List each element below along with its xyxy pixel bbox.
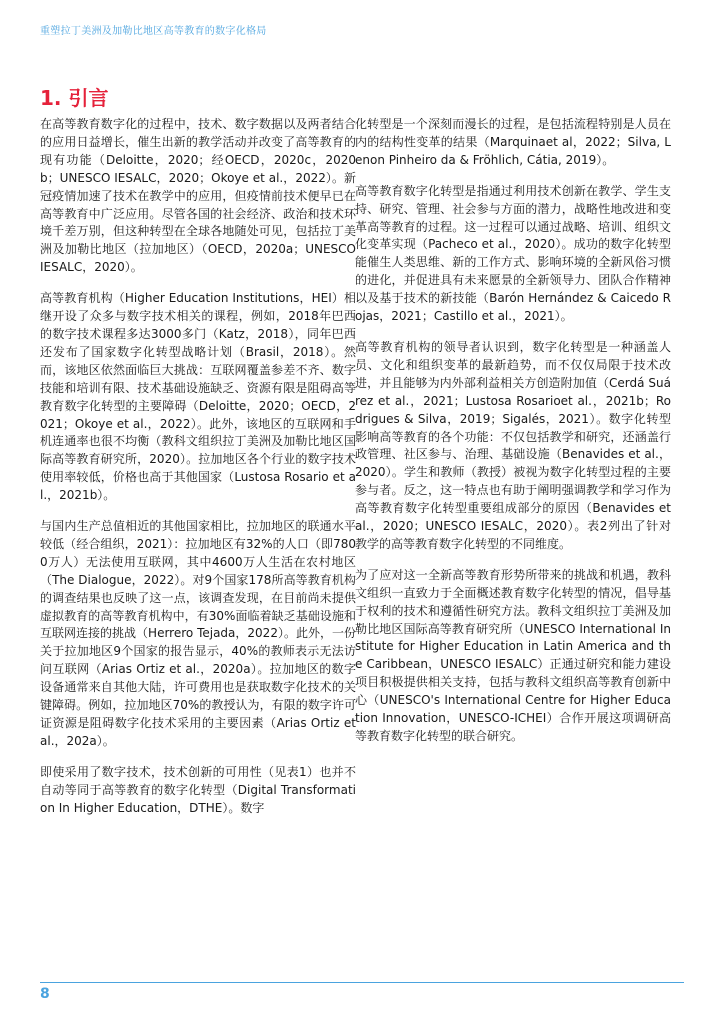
section-title: 1. 引言	[40, 86, 109, 110]
body-paragraph: 高等教育机构（Higher Education Institutions，HEI）相继开设了众多与数字技术相关的课程，例如，2018年巴西的数字技术课程多达3000多门（Katz，2018），同年巴西还发布了国家数字化转型战略计划（Brasil，2018）。然而，该地区依然面临巨大挑战：互联网覆盖参差不齐、数字技能和培训有限、技术基础设施缺乏、资源有限是阻碍高等教育数字化转型的主要障碍（Deloitte，2020；OECD，2021；Okoye et al.，2022）。此外，该地区的互联网和手机连通率也很不均衡（教科文组织拉丁美洲及加勒比地区国际高等教育研究所，2020）。拉加地区各个行业的数字技术使用率较低，价格也高于其他国家（Lustosa Rosario et al.，2021b）。	[40, 291, 356, 503]
body-paragraph: 化转型是一个深刻而漫长的过程，是包括流程特别是人员在内的结构性变革的结果（Marquinaet al，2022；Silva, Lenon Pinheiro da & Fröhlich, Cátia, 2019）。	[355, 117, 671, 167]
left-column	[40, 116, 356, 831]
page-number: 8	[40, 986, 50, 1002]
body-paragraph: 与国内生产总值相近的其他国家相比，拉加地区的联通水平较低（经合组织，2021）：拉加地区有32%的人口（即7800万人）无法使用互联网，其中4600万人生活在农村地区（The Dialogue，2022）。对9个国家178所高等教育机构的调查结果也反映了这一点，该调查发现，在目前尚未提供虚拟教育的高等教育机构中，有30%面临着缺乏基础设施和互联网连接的挑战（Herrero Tejada，2022）。此外，一份关于拉加地区9个国家的报告显示，40%的教师表示无法访问互联网（Arias Ortiz et al.，2020a）。拉加地区的数字设备通常来自其他大陆，许可费用也是获取数字化技术的关键障碍。例如，拉加地区70%的教授认为，有限的数字许可证资源是阻碍数字化技术采用的主要因素（Arias Ortiz et al.，202a）。	[40, 519, 356, 748]
footer-divider	[40, 982, 684, 983]
right-column	[355, 116, 671, 759]
running-header: 重塑拉丁美洲及加勒比地区高等教育的数字化格局	[40, 26, 267, 37]
body-paragraph: 高等教育机构的领导者认识到，数字化转型是一种涵盖人员、文化和组织变革的最新趋势，而不仅仅局限于技术改进，并且能够为内外部利益相关方创造附加值（Cerdá Suárez et al.，2021；Lustosa Rosarioet al.，2021b；Rodrigues & Silva，2019；Sigalés，2021）。数字化转型影响高等教育的各个功能：不仅包括教学和研究，还涵盖行政管理、社区参与、治理、基础设施（Benavides et al.，2020）。学生和教师（教授）被视为数字化转型过程的主要参与者。反之，这一特点也有助于阐明强调教学和学习作为高等教育数字化转型重要组成部分的原因（Benavides et al.，2020；UNESCO IESALC，2020）。表2列出了针对教学的高等教育数字化转型的不同维度。	[355, 339, 671, 551]
body-paragraph: 即使采用了数字技术，技术创新的可用性（见表1）也并不自动等同于高等教育的数字化转型（Digital Transformation In Higher Education，DTHE）。数字	[40, 764, 356, 815]
body-paragraph: 为了应对这一全新高等教育形势所带来的挑战和机遇，教科文组织一直致力于全面概述教育数字化转型的情况，倡导基于权利的技术和遵循性研究方法。教科文组织拉丁美洲及加勒比地区国际高等教育研究所（UNESCO International Institute for Higher Education in Latin America and the Caribbean，UNESCO IESALC）正通过研究和能力建设项目积极提供相关支持，包括与教科文组织高等教育创新中心（UNESCO's International Centre for Higher Education Innovation，UNESCO-ICHEI）合作开展这项调研高等教育数字化转型的联合研究。	[355, 567, 671, 743]
body-paragraph: 在高等教育数字化的过程中，技术、数字数据以及两者结合的应用日益增长，催生出新的教学活动并改变了高等教育的现有功能（Deloitte，2020；经OECD，2020c，2020b；UNESCO IESALC，2020；Okoye et al.，2022）。新冠疫情加速了技术在教学中的应用，但疫情前技术便早已在高等教育中广泛应用。尽管各国的社会经济、政治和技术环境千差万别，但这种转型在全球各地随处可见，包括拉丁美洲及加勒比地区（拉加地区）（OECD，2020a；UNESCO IESALC，2020）。	[40, 117, 356, 275]
body-paragraph: 高等教育数字化转型是指通过利用技术创新在教学、学生支持、研究、管理、社会参与方面的潜力，战略性地改进和变革高等教育的过程。这一过程可以通过战略、培训、组织文化变革实现（Pacheco et al.，2020）。成功的数字化转型能催生人类思维、新的工作方式、影响环境的全新风俗习惯的进化，并促进具有未来愿景的全新领导力、团队合作精神以及基于技术的新技能（Barón Hernández & Caicedo Rojas，2021；Castillo et al.，2021）。	[355, 183, 671, 324]
